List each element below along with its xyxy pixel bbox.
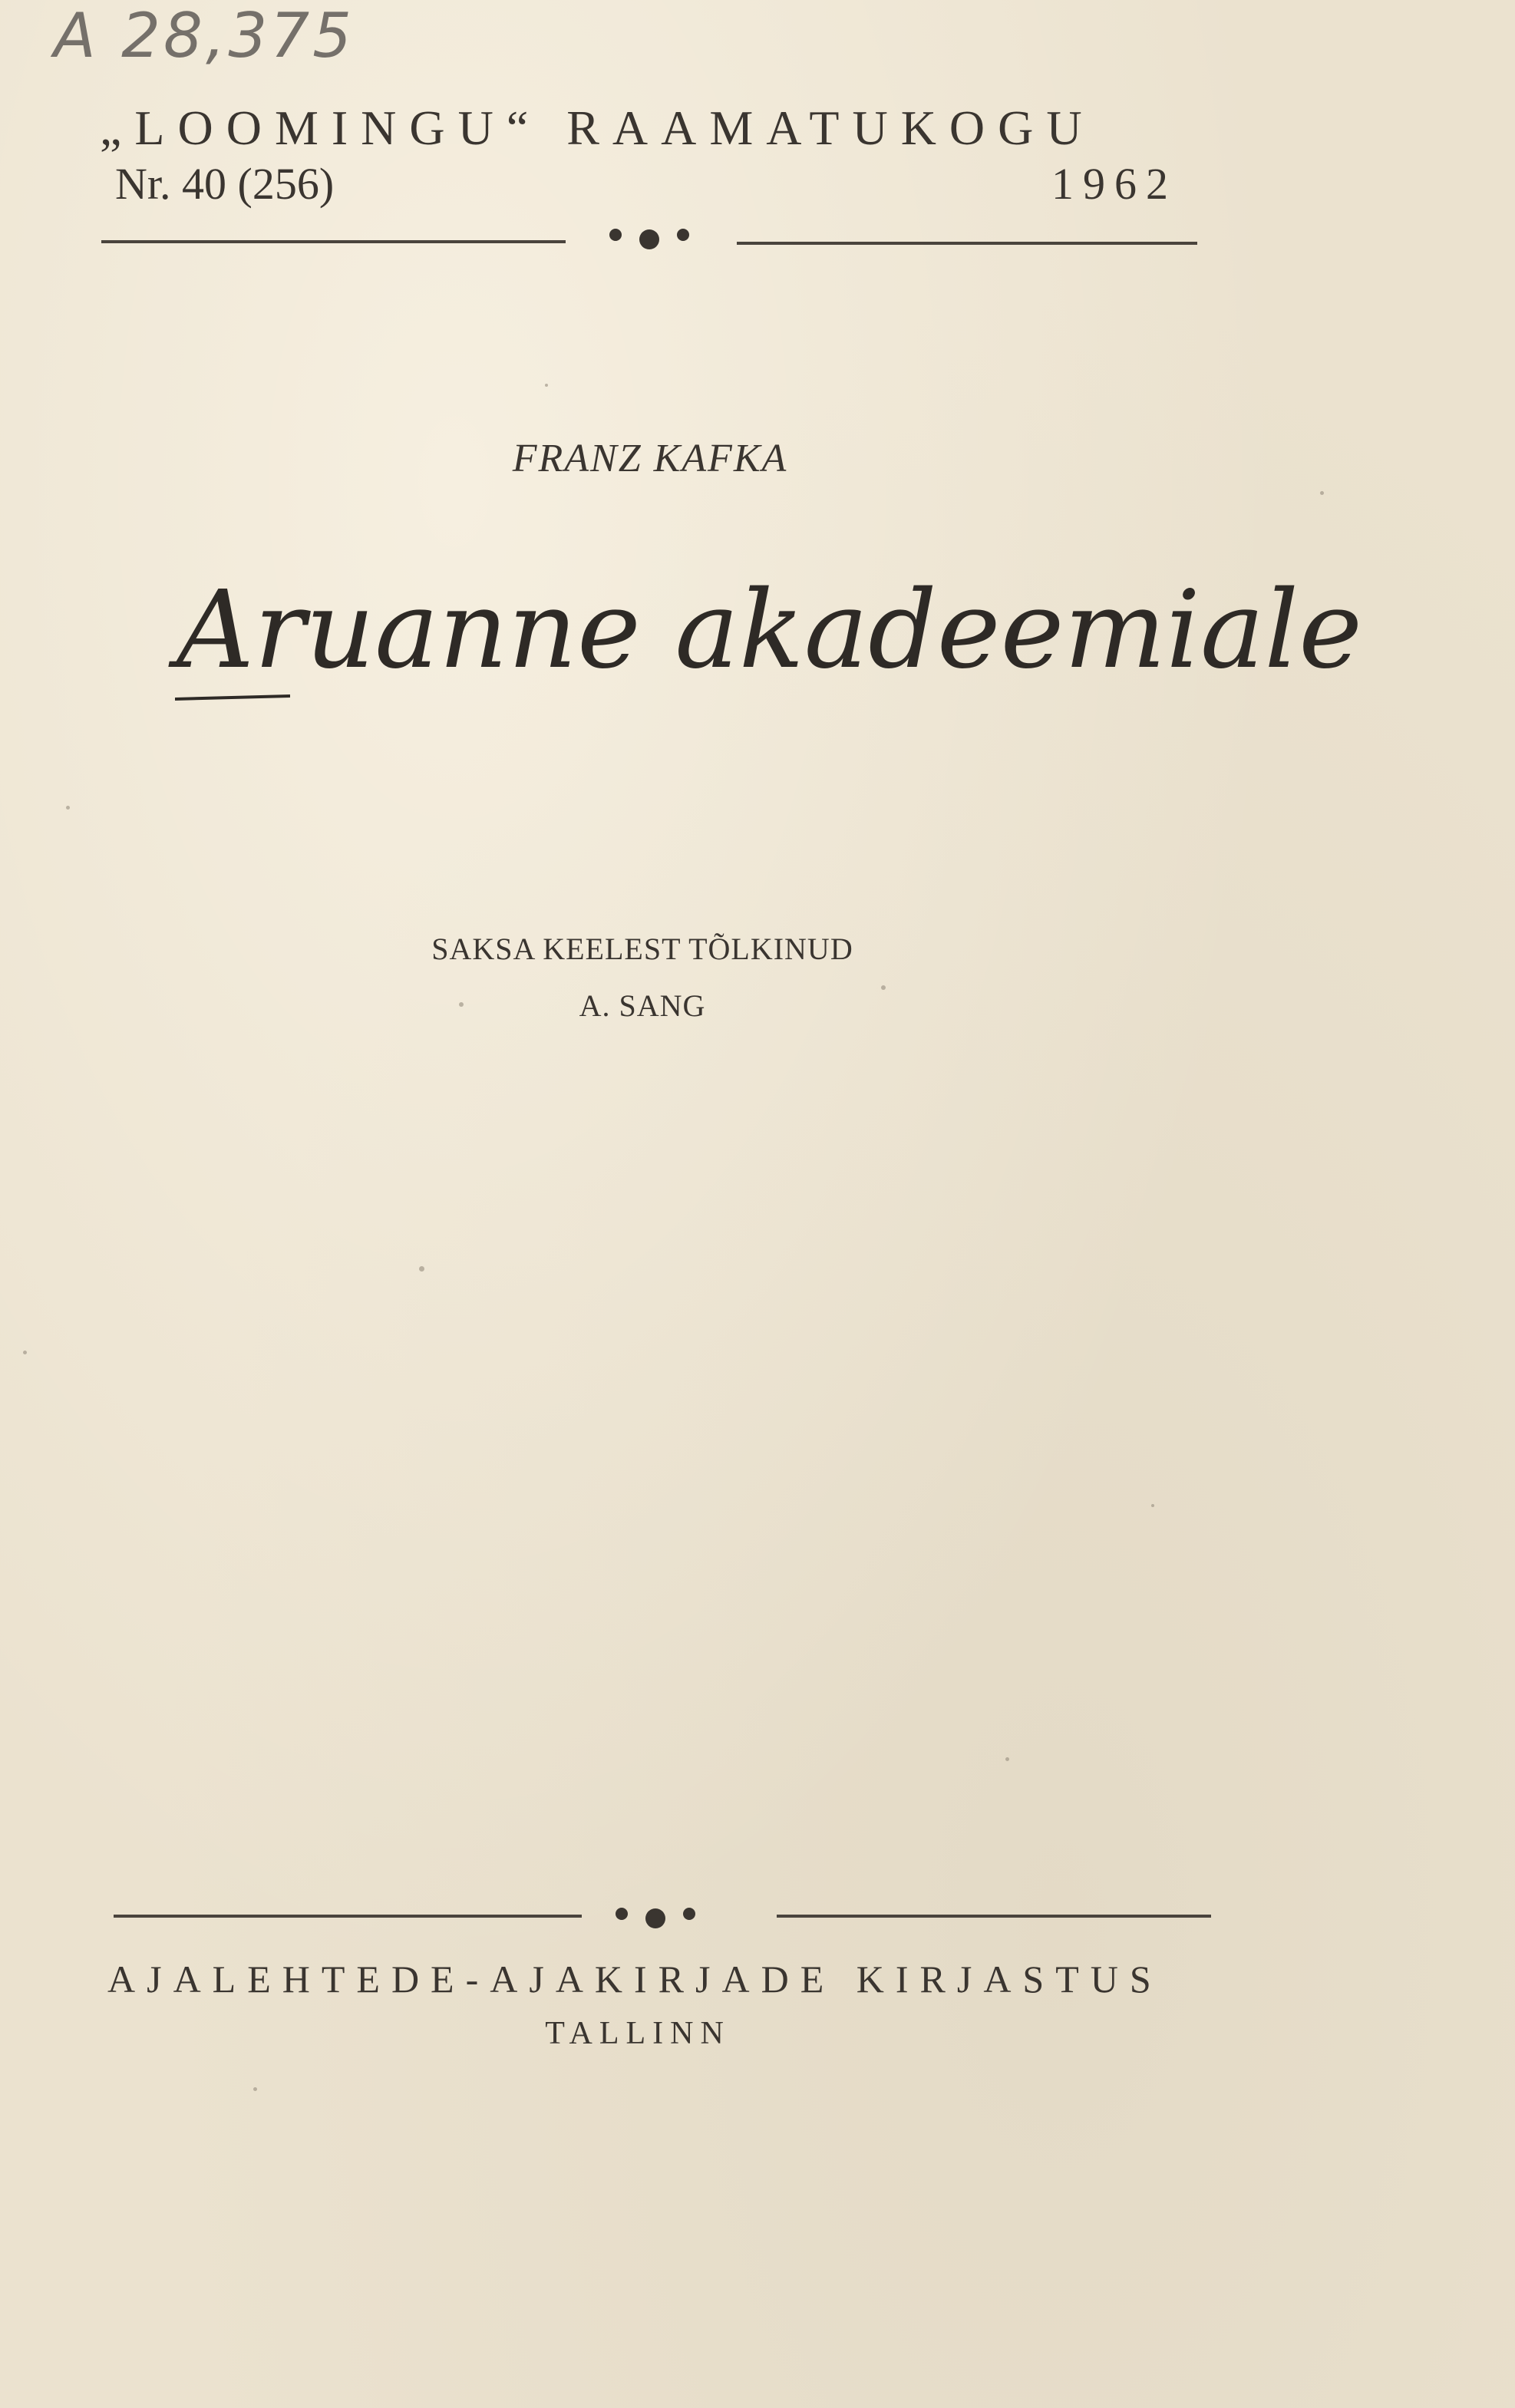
publisher-name: AJALEHTEDE-AJAKIRJADE KIRJASTUS <box>107 1958 1163 2001</box>
publisher-city: TALLINN <box>545 2016 731 2051</box>
library-call-number: A 28,375 <box>54 0 355 71</box>
bottom-rule-right <box>777 1915 1211 1918</box>
bottom-rule-left <box>114 1915 582 1918</box>
book-title: Aruanne akadeemiale <box>177 568 1363 693</box>
paper-speck <box>1005 1757 1009 1761</box>
series-number: Nr. 40 (256) <box>115 159 335 209</box>
author-name: FRANZ KAFKA <box>512 437 788 480</box>
paper-speck <box>1320 491 1324 495</box>
bottom-rule-ornament <box>609 1903 701 1934</box>
paper-speck <box>23 1351 27 1354</box>
paper-speck <box>253 2087 257 2091</box>
top-rule-ornament <box>603 223 695 253</box>
series-name: „LOOMINGU“ RAAMATUKOGU <box>100 101 1095 155</box>
top-rule-left <box>101 240 566 243</box>
title-swash-ornament <box>175 694 290 701</box>
paper-speck <box>545 384 548 387</box>
paper-speck <box>1151 1504 1154 1507</box>
translation-note: SAKSA KEELEST TÕLKINUD <box>431 932 853 966</box>
top-rule-right <box>737 242 1197 245</box>
paper-speck <box>419 1266 424 1272</box>
series-year: 1962 <box>1051 159 1177 209</box>
paper-speck <box>66 806 70 810</box>
translator-name: A. SANG <box>579 988 706 1023</box>
